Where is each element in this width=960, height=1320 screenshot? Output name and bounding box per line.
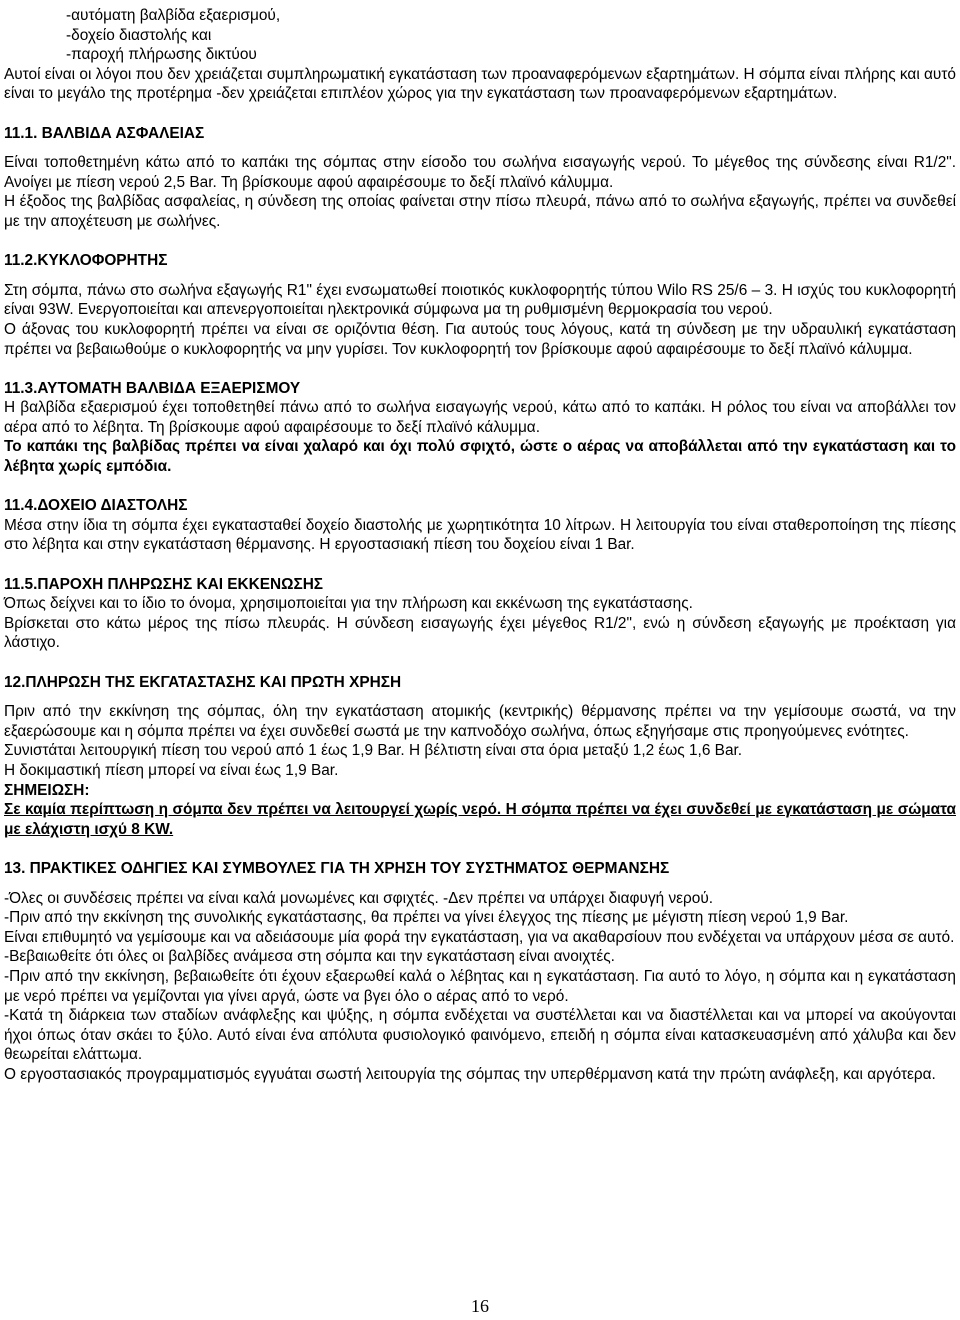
bold-paragraph: Το καπάκι της βαλβίδας πρέπει να είναι χαλαρό και όχι πολύ σφιχτό, ώστε ο αέρας να αποβάλλεται από την εγκατάσταση και το λέβητα χωρίς εμπόδια. bbox=[4, 438, 956, 476]
page-number: 16 bbox=[471, 1296, 489, 1316]
section-11-2 bbox=[4, 251, 956, 359]
paragraph: -Πριν από την εκκίνηση, βεβαιωθείτε ότι έχουν εξαερωθεί καλά ο λέβητας και η εγκατάσταση. Για αυτό το λόγο, η σόμπα και η εγκατάσταση με νερό πρέπει να γεμίζονται για γίνει αργά, ώστε να βγει όλο ο αέρας από το νερό. bbox=[4, 967, 956, 1005]
paragraph: Αυτοί είναι οι λόγοι που δεν χρειάζεται συμπληρωματική εγκατάσταση των προαναφερόμενων εξαρτημάτων. Η σόμπα είναι πλήρης και αυτό είναι το μεγάλο της προτέρημα -δεν χρειάζεται επιπλέον χώρος για την εγκατάσταση των προαναφερόμενων εξαρτημάτων. bbox=[4, 65, 956, 103]
paragraph: Πριν από την εκκίνηση της σόμπας, όλη την εγκατάσταση ατομικής (κεντρικής) θέρμανσης πρέπει να την γεμίσουμε σωστά, να την εξαερώσουμε και η σόμπα πρέπει να έχει συνδεθεί σωστά με την καπνοδόχο σωλήνα, όπως εξηγήσαμε στις προηγούμενες ενότητες. bbox=[4, 703, 956, 740]
paragraph: Ο άξονας του κυκλοφορητή πρέπει να είναι σε οριζόντια θέση. Για αυτούς τους λόγους, κατά τη σύνδεση με την υδραυλική εγκατάσταση πρέπει να βεβαιωθούμε ο κυκλοφορητής να μην γυρίσει. Τον κυκλοφορητή τον βρίσκουμε αφού αφαιρέσουμε το δεξί πλαϊνό κάλυμμα. bbox=[4, 320, 956, 358]
list-item: -αυτόματη βαλβίδα εξαερισμού, bbox=[66, 7, 281, 24]
paragraph: Είναι επιθυμητό να γεμίσουμε και να αδειάσουμε μία φορά την εγκατάσταση, για να ακαθαρσίουν που ενδέχεται να υπάρχουν μέσα σε αυτό. bbox=[4, 928, 955, 946]
section-heading: 12.ΠΛΗΡΩΣΗ ΤΗΣ ΕΚΓΑΤΑΣΤΑΣΗΣ ΚΑΙ ΠΡΩΤΗ ΧΡΗΣΗ bbox=[4, 673, 402, 691]
paragraph: -Όλες οι συνδέσεις πρέπει να είναι καλά μονωμένες και σφιχτές. -Δεν πρέπει να υπάρχει διαφυγή νερού. bbox=[4, 889, 714, 907]
paragraph: Στη σόμπα, πάνω στο σωλήνα εξαγωγής R1" έχει ενσωματωθεί ποιοτικός κυκλοφορητής τύπου Wilo RS 25/6 – 3. Η ισχύς του κυκλοφορητή είναι 93W. Ενεργοποιείται και απενεργοποιείται ηλεκτρονικά σύμφωνα μα τη ρυθμισμένη θερμοκρασία του νερού. bbox=[4, 281, 956, 319]
section-heading: 11.3.ΑΥΤΟΜΑΤΗ ΒΑΛΒΙΔΑ ΕΞΑΕΡΙΣΜΟΥ bbox=[4, 379, 301, 397]
paragraph: Η βαλβίδα εξαερισμού έχει τοποθετηθεί πάνω από το σωλήνα εισαγωγής νερού, κάτω από το καπάκι. Η ρόλος του είναι να αποβάλλει τον αέρα από το λέβητα. Τη βρίσκουμε αφού αφαιρέσουμε το δεξί πλαϊνό κάλυμμα. bbox=[4, 399, 956, 436]
section-heading: 13. ΠΡΑΚΤΙΚΕΣ ΟΔΗΓΙΕΣ ΚΑΙ ΣΥΜΒΟΥΛΕΣ ΓΙΑ ΤΗ ΧΡΗΣΗ ΤΟΥ ΣΥΣΤΗΜΑΤΟΣ ΘΕΡΜΑΝΣΗΣ bbox=[4, 859, 670, 877]
section-13 bbox=[4, 859, 956, 1085]
intro-section bbox=[4, 6, 956, 104]
list-item: -παροχή πλήρωσης δικτύου bbox=[66, 46, 257, 64]
section-11-1 bbox=[4, 124, 956, 232]
note-label: ΣΗΜΕΙΩΣΗ: bbox=[4, 781, 90, 799]
paragraph: Είναι τοποθετημένη κάτω από το καπάκι της σόμπας στην είσοδο του σωλήνα εισαγωγής νερού. Το μέγεθος της σύνδεσης είναι R1/2". Ανοίγει με πίεση νερού 2,5 Bar. Τη βρίσκουμε αφού αφαιρέσουμε το δεξί πλαϊνό κάλυμμα. bbox=[4, 154, 956, 191]
paragraph: Μέσα στην ίδια τη σόμπα έχει εγκατασταθεί δοχείο διαστολής με χωρητικότητα 10 λίτρων. Η λειτουργία του είναι σταθεροποίηση της πίεσης στο λέβητα και στην εγκατάσταση θέρμανσης. Η εργοστασιακή πίεση του δοχείου είναι 1 Bar. bbox=[4, 516, 956, 554]
paragraph: Η έξοδος της βαλβίδας ασφαλείας, η σύνδεση της οποίας φαίνεται στην πίσω πλευρά, πάνω από το σωλήνα εξαγωγής, πρέπει να συνδεθεί με την αποχέτευση με σωλήνες. bbox=[4, 193, 956, 230]
section-heading: 11.1. ΒΑΛΒΙΔΑ ΑΣΦΑΛΕΙΑΣ bbox=[4, 124, 205, 142]
section-heading: 11.2.ΚΥΚΛΟΦΟΡΗΤΗΣ bbox=[4, 252, 168, 270]
paragraph: -Κατά τη διάρκεια των σταδίων ανάφλεξης και ψύξης, η σόμπα ενδέχεται να συστέλλεται και να διαστέλλεται και να μπορεί να ακούγονται ήχοι όπως όταν σκάει το ξύλο. Αυτό είναι ένα απόλυτα φυσιολογικό φαινόμενο, επειδή η σόμπα είναι κατασκευασμένη από χάλυβα και δεν θεωρείται ελάττωμα. bbox=[4, 1007, 956, 1064]
note-text: Σε καμία περίπτωση η σόμπα δεν πρέπει να λειτουργεί χωρίς νερό. Η σόμπα πρέπει να έχει συνδεθεί με εγκατάσταση με σώματα με ελάχιστη ισχύ 8 KW. bbox=[4, 801, 956, 838]
paragraph: Η δοκιμαστική πίεση μπορεί να είναι έως 1,9 Bar. bbox=[4, 761, 339, 779]
paragraph: -Βεβαιωθείτε ότι όλες οι βαλβίδες ανάμεσα στη σόμπα και την εγκατάσταση είναι ανοιχτές. bbox=[4, 948, 615, 966]
section-11-4 bbox=[4, 496, 956, 555]
document-page bbox=[4, 6, 956, 1084]
paragraph: Συνιστάται λειτουργική πίεση του νερού από 1 έως 1,9 Bar. Η βέλτιστη είναι στα όρια μεταξύ 1,2 έως 1,6 Bar. bbox=[4, 742, 743, 760]
section-heading: 11.4.ΔΟΧΕΙΟ ΔΙΑΣΤΟΛΗΣ bbox=[4, 497, 188, 515]
paragraph: -Πριν από την εκκίνηση της συνολικής εγκατάστασης, θα πρέπει να γίνει έλεγχος της πίεσης με μέγιστη πίεση νερού 1,9 Bar. bbox=[4, 909, 849, 927]
section-heading: 11.5.ΠΑΡΟΧΗ ΠΛΗΡΩΣΗΣ ΚΑΙ ΕΚΚΕΝΩΣΗΣ bbox=[4, 575, 324, 593]
section-12 bbox=[4, 673, 956, 840]
paragraph: Ο εργοστασιακός προγραμματισμός εγγυάται σωστή λειτουργία της σόμπας την υπερθέρμανση κατά την πρώτη ανάφλεξη, και αργότερα. bbox=[4, 1065, 936, 1083]
paragraph: Βρίσκεται στο κάτω μέρος της πίσω πλευράς. Η σύνδεση εισαγωγής έχει μέγεθος R1/2", ενώ η σύνδεση εξαγωγής με προέκταση για λάστιχο. bbox=[4, 614, 956, 652]
list-item: -δοχείο διαστολής και bbox=[66, 26, 212, 44]
section-11-3 bbox=[4, 379, 956, 477]
section-11-5 bbox=[4, 575, 956, 653]
paragraph: Όπως δείχνει και το ίδιο το όνομα, χρησιμοποιείται για την πλήρωση και εκκένωση της εγκατάστασης. bbox=[4, 595, 693, 613]
